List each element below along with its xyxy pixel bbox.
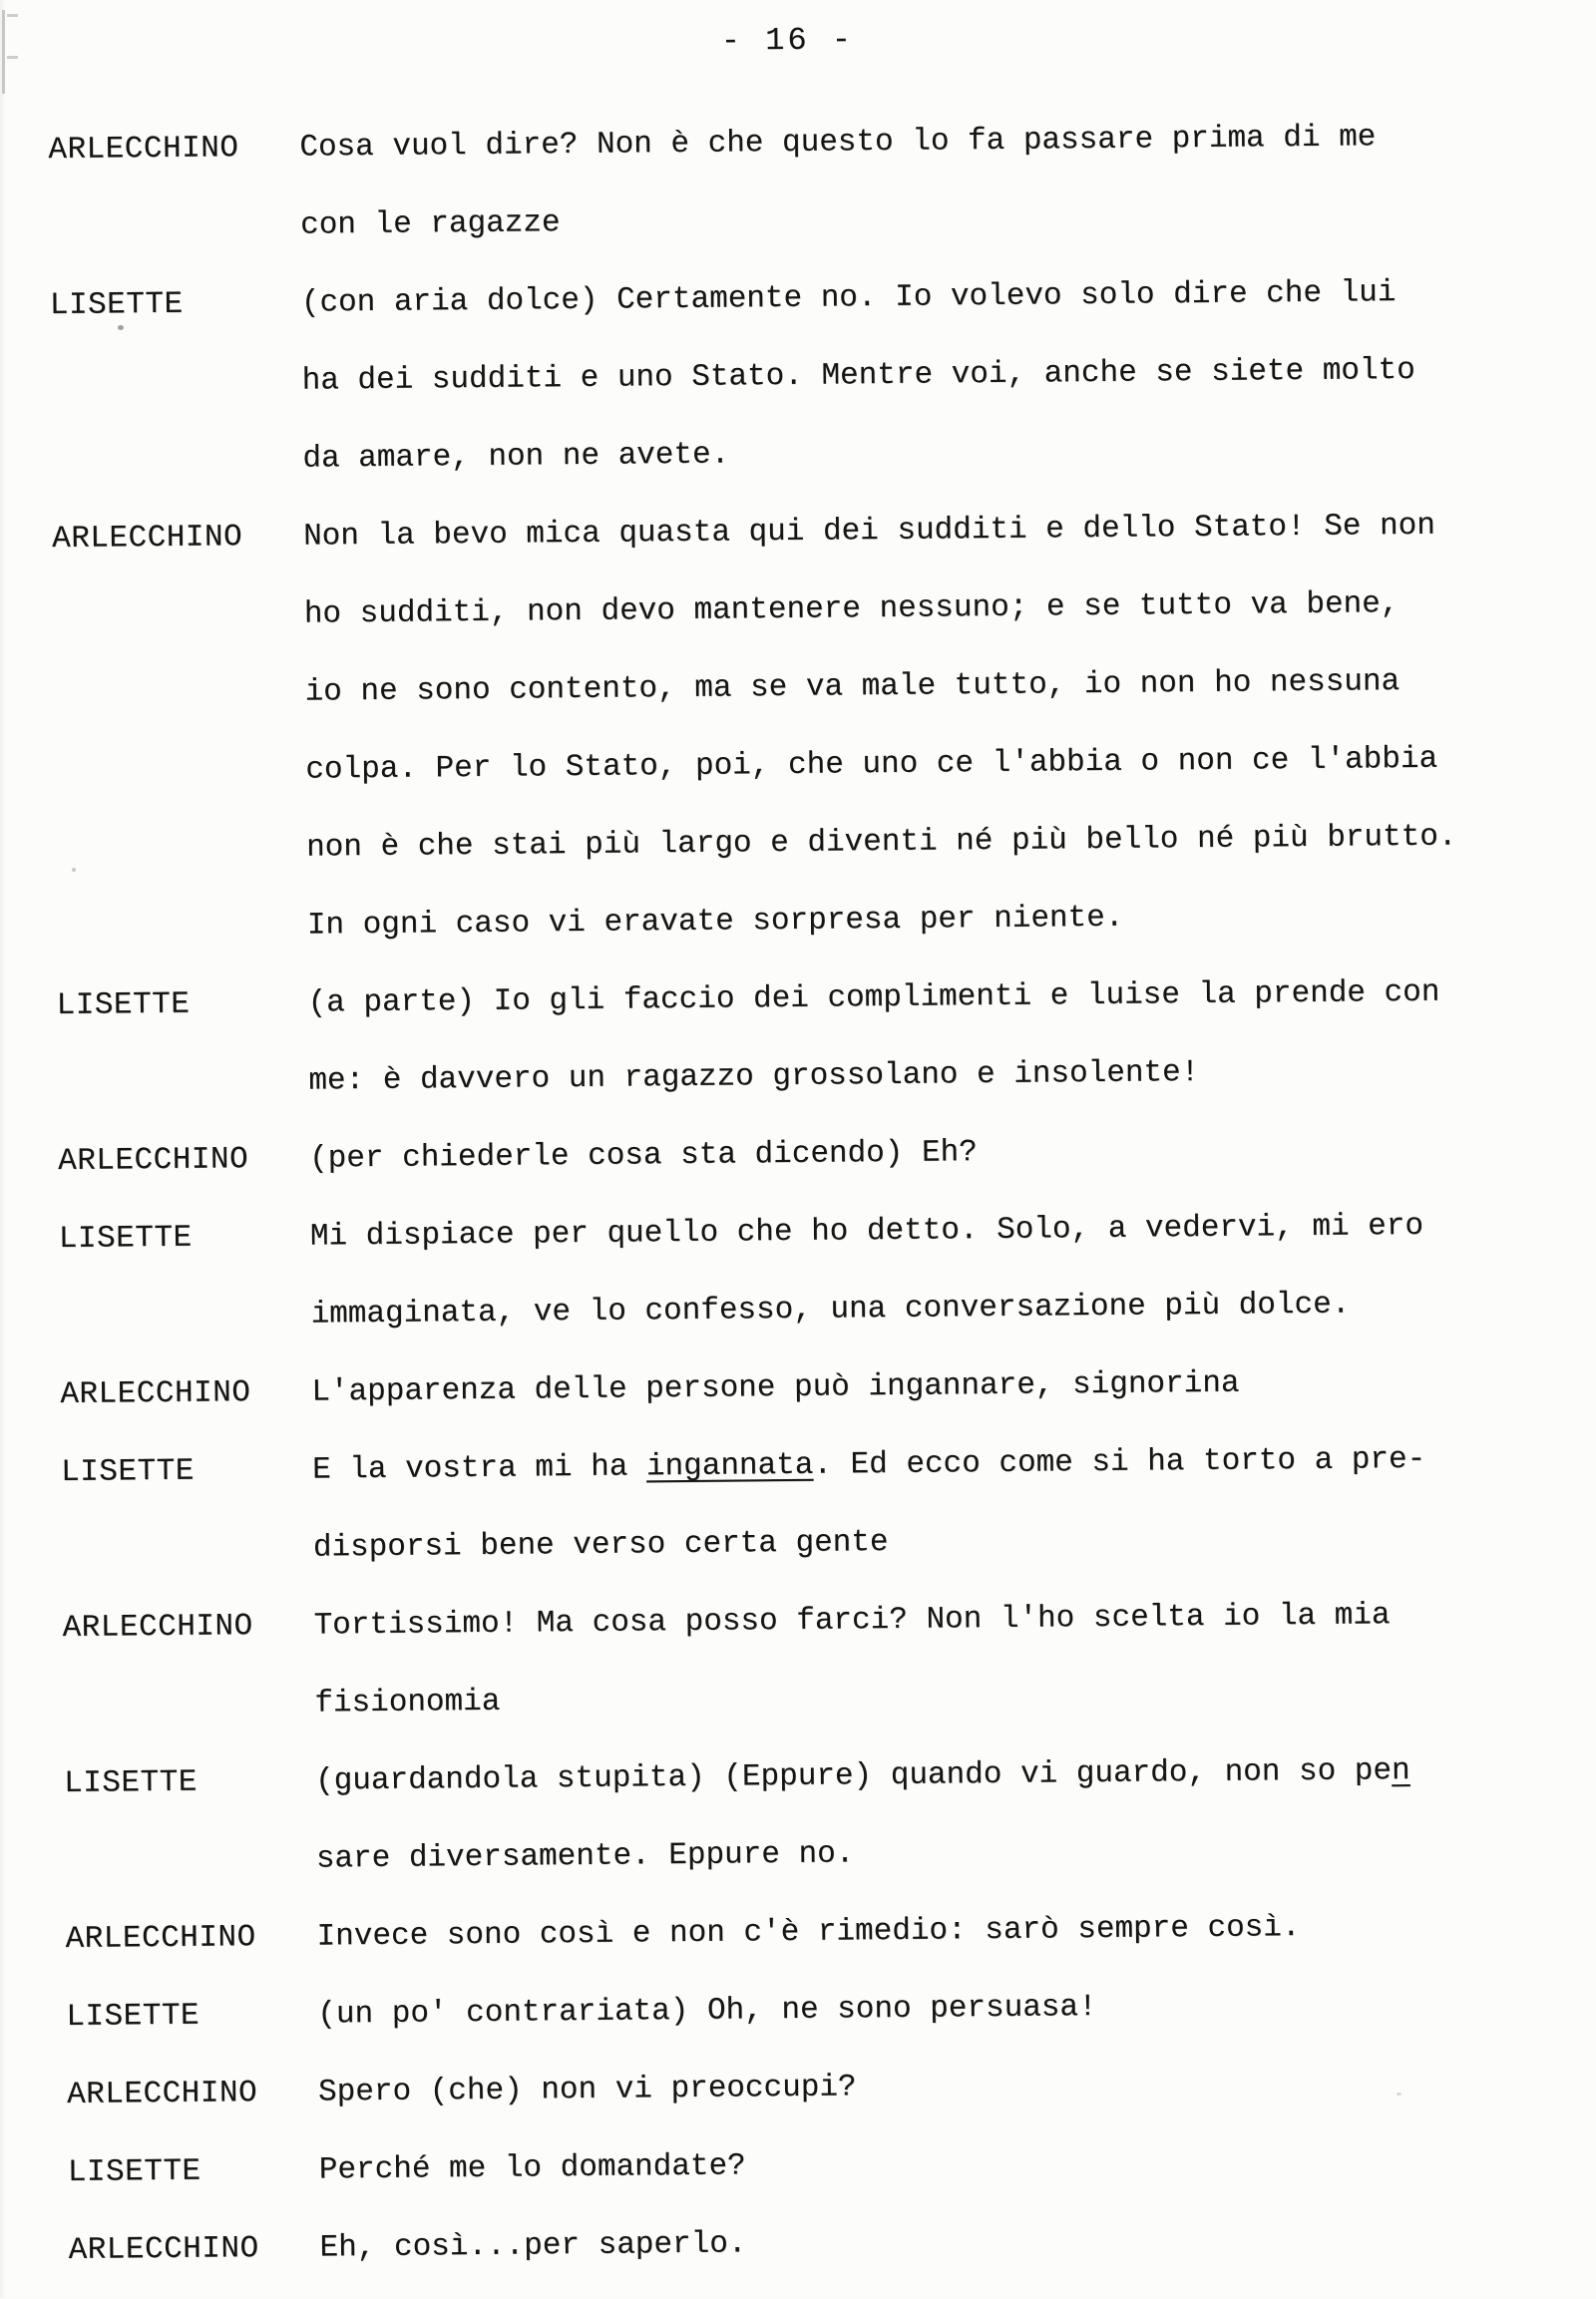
dialogue-lines <box>318 2042 1576 2131</box>
speaker-label: LISETTE <box>58 1220 193 1258</box>
speaker-label: LISETTE <box>49 286 184 324</box>
dialogue-line: sare diversamente. Eppure no. <box>315 1836 855 1877</box>
dialogue-line: ho sudditi, non devo mantenere nessuno; e se tutto va bene, <box>303 586 1399 632</box>
speaker-label: ARLECCHINO <box>60 1375 251 1413</box>
dialogue-block <box>56 954 1565 1124</box>
dialogue-lines <box>307 954 1565 1121</box>
dialogue-line: In ogni caso vi eravate sorpresa per niente. <box>306 900 1124 944</box>
page-number: - 16 - <box>720 21 855 60</box>
speaker-label: ARLECCHINO <box>66 2076 258 2112</box>
dialogue-line: Spero (che) non vi preoccupi? <box>317 2070 857 2110</box>
dialogue-line: con le ragazze <box>299 205 561 243</box>
speaker-label: ARLECCHINO <box>51 520 243 558</box>
dialogue-line: L'apparenza delle persone può ingannare, signorina <box>311 1365 1240 1410</box>
dialogue-lines <box>316 1886 1574 1976</box>
dialogue-lines <box>313 1575 1571 1742</box>
underlined-text: n <box>1391 1753 1410 1789</box>
dialogue-block <box>61 1419 1570 1590</box>
dialogue-block <box>59 1187 1568 1357</box>
speaker-label: ARLECCHINO <box>62 1609 253 1646</box>
speaker-label: LISETTE <box>67 2153 201 2190</box>
dialogue-block <box>64 1730 1573 1901</box>
dialogue-line: colpa. Per lo Stato, poi, che uno ce l'abbia o non ce l'abbia <box>305 741 1438 788</box>
dialogue-lines <box>309 1109 1567 1199</box>
dialogue-block <box>68 2197 1577 2290</box>
dialogue-line: Tortissimo! Ma cosa posso farci? Non l'ho scelta io la mia <box>313 1598 1391 1644</box>
speaker-label: ARLECCHINO <box>48 131 239 169</box>
dialogue-lines <box>299 98 1557 265</box>
dialogue-line: non è che stai più largo e diventi né più bello né più brutto. <box>305 819 1457 866</box>
dialogue-line: (a parte) Io gli faccio dei complimenti e luise la prende con <box>307 974 1440 1021</box>
dialogue-block <box>67 2042 1576 2134</box>
dialogue-line: (per chiederle cosa sta dicendo) Eh? <box>308 1135 978 1177</box>
dialogue-block <box>66 1964 1575 2057</box>
dialogue-block <box>65 1886 1574 1979</box>
dialogue-line: Invece sono così e non c'è rimedio: sarò sempre così. <box>316 1910 1301 1955</box>
dialogue-block <box>68 2119 1577 2212</box>
dialogue-line: (guardandola stupita) (Eppure) quando vi guardo, non so pen <box>314 1753 1410 1799</box>
dialogue-block <box>50 253 1560 502</box>
dialogue-lines <box>310 1187 1568 1354</box>
speaker-label: ARLECCHINO <box>65 1920 256 1957</box>
speaker-label: ARLECCHINO <box>57 1142 249 1180</box>
dialogue-lines <box>312 1419 1570 1587</box>
dialogue-line: me: è davvero un ragazzo grossolano e insolente! <box>308 1055 1200 1099</box>
dialogue-lines <box>317 1964 1575 2054</box>
dialogue-lines <box>301 253 1560 499</box>
dialogue-line: Eh, così...per saperlo. <box>319 2226 747 2266</box>
speaker-label: ARLECCHINO <box>68 2231 259 2268</box>
dialogue-lines <box>303 487 1564 965</box>
speaker-label: LISETTE <box>56 986 191 1024</box>
speaker-label: LISETTE <box>63 1764 199 1801</box>
dialogue-line: Perché me lo domandate? <box>318 2148 746 2188</box>
dialogue-block <box>58 1109 1567 1202</box>
underlined-text: ingannata <box>645 1447 814 1485</box>
dialogue-block <box>62 1575 1571 1745</box>
dialogue-block <box>60 1341 1569 1434</box>
dialogue-line: Mi dispiace per quello che ho detto. Solo, a vedervi, mi ero <box>309 1208 1424 1255</box>
dialogue-line: (un po' contrariata) Oh, ne sono persuasa! <box>317 1990 1097 2033</box>
dialogue-lines <box>315 1730 1573 1898</box>
dialogue-line: io ne sono contento, ma se va male tutto, io non ho nessuna <box>304 664 1400 710</box>
dialogue-line: immaginata, ve lo confesso, una conversazione più dolce. <box>310 1287 1351 1333</box>
dialogue-line: Non la bevo mica quasta qui dei sudditi e dello Stato! Se non <box>302 508 1436 555</box>
dialogue-lines <box>318 2119 1576 2209</box>
dialogue-line: disporsi bene verso certa gente <box>312 1525 889 1566</box>
dialogue-line: Cosa vuol dire? Non è che questo lo fa passare prima di me <box>299 120 1377 166</box>
dialogue-block <box>48 98 1557 268</box>
dialogue-lines <box>319 2197 1577 2287</box>
speaker-label: LISETTE <box>60 1453 196 1491</box>
dialogue-line: (con aria dolce) Certamente no. Io volevo solo dire che lui <box>300 275 1396 321</box>
dialogue-block <box>52 487 1564 967</box>
dialogue-line: fisionomia <box>314 1684 501 1722</box>
dialogue-line: E la vostra mi ha ingannata. Ed ecco come si ha torto a pre- <box>311 1441 1426 1488</box>
dialogue-line: ha dei sudditi e uno Stato. Mentre voi, anche se siete molto <box>301 352 1415 399</box>
dialogue-lines <box>311 1341 1569 1431</box>
dialogue-line: da amare, non ne avete. <box>302 437 730 477</box>
speaker-label: LISETTE <box>66 1998 200 2035</box>
dialogue-script <box>0 97 1596 2290</box>
